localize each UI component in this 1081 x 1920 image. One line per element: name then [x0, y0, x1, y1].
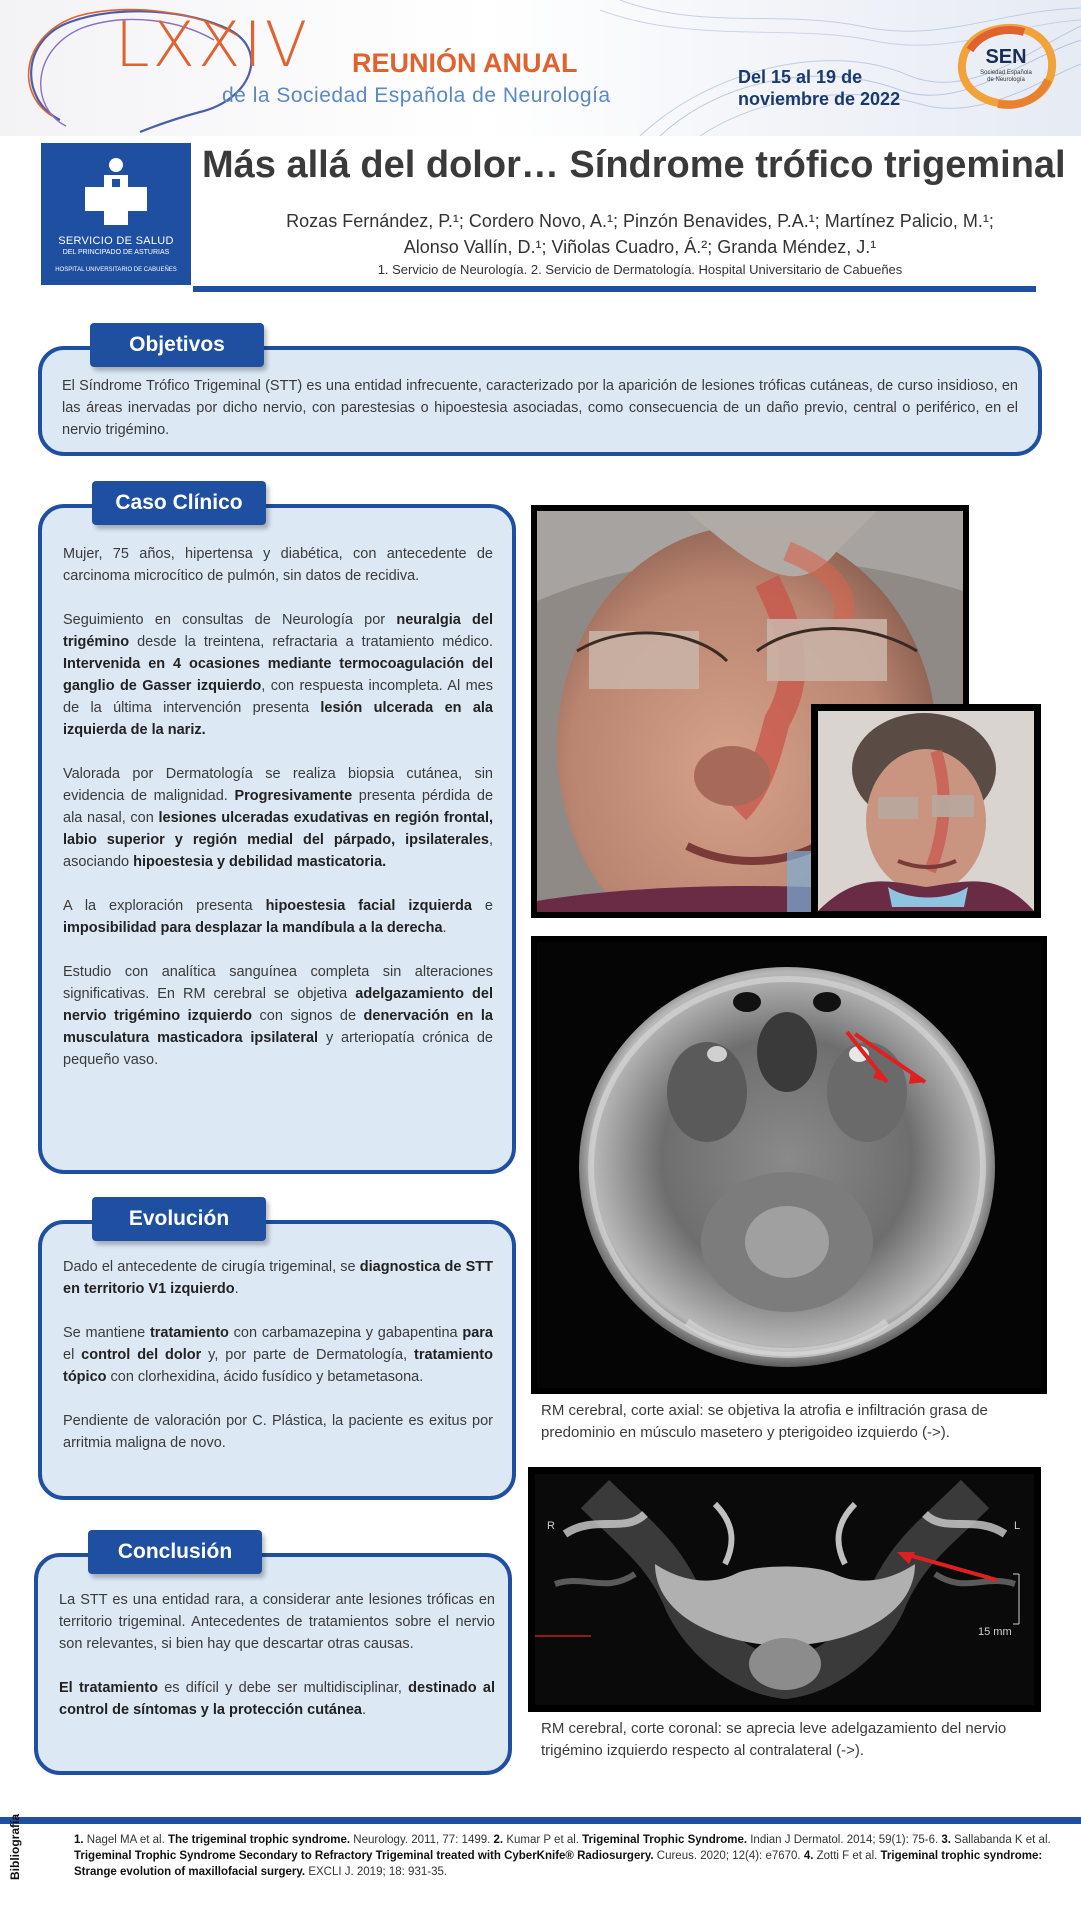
- caso-paragraph-2: Seguimiento en consultas de Neurología por neuralgia del trigémino desde la treintena, refractaria a tratamiento médico. Intervenida en 4 ocasiones mediante termocoagulación del ganglio de Gasser izquierdo, con respuesta incompleta. Al mes de la última intervención presenta lesión ulcerada en ala izquierda de la nariz.: [63, 612, 493, 738]
- authors-line-2: Alonso Vallín, D.¹; Viñolas Cuadro, Á.²; Granda Méndez, J.¹: [403, 237, 877, 257]
- patient-photo-full: [818, 711, 1034, 911]
- congress-header: [0, 0, 1081, 136]
- sen-logo-text: SEN: [985, 46, 1027, 68]
- objetivos-text: El Síndrome Trófico Trigeminal (STT) es una entidad infrecuente, caracterizado por la aparición de lesiones tróficas cutáneas, de curso insidioso, en las áreas inervadas por dicho nervio, con parestesias o hipoestesia asociadas, como consecuencia de un daño previo, central o periférico, en el nervio trigémino.: [62, 378, 1018, 438]
- sen-logo-subtitle: [950, 70, 1062, 84]
- dates-line-1: Del 15 al 19 de: [738, 67, 863, 87]
- evolucion-paragraph-2: Se mantiene tratamiento con carbamazepina y gabapentina para el control del dolor y, por parte de Dermatología, tratamiento tópico con clorhexidina, ácido fusídico y betametasona.: [63, 1325, 493, 1385]
- author-list: [220, 208, 1060, 260]
- evolucion-paragraph-3: Pendiente de valoración por C. Plástica, la paciente es exitus por arritmia maligna de novo.: [63, 1413, 493, 1451]
- affiliations: 1. Servicio de Neurología. 2. Servicio de Dermatología. Hospital Universitario de Cabueñes: [377, 262, 903, 277]
- bibliografia-label: Bibliografía: [8, 1813, 22, 1880]
- congress-meeting: REUNIÓN ANUAL: [352, 48, 578, 78]
- institution-line-3: HOSPITAL UNIVERSITARIO DE CABUEÑES: [55, 267, 177, 273]
- evolucion-paragraph-1: Dado el antecedente de cirugía trigeminal, se diagnostica de STT en territorio V1 izquierdo.: [63, 1259, 493, 1297]
- poster-title: Más allá del dolor… Síndrome trófico trigeminal: [202, 144, 1066, 186]
- footer-divider: [0, 1817, 1081, 1824]
- coronal-scale-label: 15 mm: [978, 1626, 1012, 1638]
- coronal-marker-r: R: [547, 1520, 555, 1532]
- dates-line-2: noviembre de 2022: [738, 89, 901, 109]
- mri-axial-image: [537, 942, 1041, 1388]
- caso-paragraph-3: Valorada por Dermatología se realiza biopsia cutánea, sin evidencia de malignidad. Progresivamente presenta pérdida de ala nasal, con lesiones ulceradas exudativas en región frontal, labio superior y región medial del párpado, ipsilaterales, asociando hipoestesia y debilidad masticatoria.: [63, 766, 494, 870]
- evolucion-heading: Evolución: [92, 1197, 266, 1241]
- bibliografia-list: 1. Nagel MA et al. The trigeminal trophic syndrome. Neurology. 2011, 77: 1499. 2. Kumar P et al. Trigeminal Trophic Syndrome. Indian J Dermatol. 2014; 59(1): 75-6. 3. Sallabanda K et al. Trigeminal Trophic Syndrome Secondary to Refractory Trigeminal treated with CyberKnife® Radiosurgery. Cureus. 2020; 12(4): e7670. 4. Zotti F et al. Trigeminal trophic syndrome: Strange evolution of maxillofacial surgery. EXCLI J. 2019; 18: 931-35.: [74, 1834, 1051, 1878]
- coronal-marker-l: L: [1014, 1520, 1021, 1532]
- conclusion-paragraph-2: El tratamiento es difícil y debe ser multidisciplinar, destinado al control de síntomas y la protección cutánea.: [59, 1680, 495, 1718]
- mri-coronal-caption: RM cerebral, corte coronal: se aprecia leve adelgazamiento del nervio trigémino izquierdo respecto al contralateral (->).: [541, 1720, 1007, 1759]
- congress-society: de la Sociedad Española de Neurología: [222, 84, 611, 107]
- caso-clinico-text: [63, 543, 493, 1071]
- institution-line-1: SERVICIO DE SALUD: [58, 235, 174, 247]
- objetivos-heading: Objetivos: [90, 323, 264, 367]
- congress-edition: LXXIV: [115, 8, 311, 81]
- conclusion-paragraph-1: La STT es una entidad rara, a considerar ante lesiones tróficas en territorio trigeminal. Antecedentes de tratamientos sobre el nervio son relevantes, si bien hay que descartar otras causas.: [59, 1592, 495, 1652]
- caso-paragraph-4: A la exploración presenta hipoestesia facial izquierda e imposibilidad para desplazar la mandíbula a la derecha.: [63, 898, 494, 936]
- patient-portrait-image: [818, 711, 1034, 911]
- mri-coronal-scan: [535, 1474, 1034, 1705]
- mri-axial-caption: RM cerebral, corte axial: se objetiva la atrofia e infiltración grasa de predominio en músculo masetero y pterigoideo izquierdo (->).: [541, 1402, 988, 1441]
- mri-coronal-image: [535, 1474, 1034, 1705]
- sen-logo-sub-2: de Neurología: [987, 77, 1025, 83]
- cross-icon: [85, 157, 147, 225]
- conclusion-text: [59, 1589, 495, 1721]
- caso-paragraph-5: Estudio con analítica sanguínea completa sin alteraciones significativas. En RM cerebral se objetiva adelgazamiento del nervio trigémino izquierdo con signos de denervación en la musculatura masticadora ipsilateral y arteriopatía crónica de pequeño vaso.: [63, 964, 493, 1068]
- caso-clinico-heading: Caso Clínico: [92, 481, 266, 525]
- evolucion-text: [63, 1256, 493, 1454]
- institution-line-2: DEL PRINCIPADO DE ASTURIAS: [62, 249, 170, 256]
- caso-paragraph-1: Mujer, 75 años, hipertensa y diabética, con antecedente de carcinoma microcítico de pulmón, sin datos de recidiva.: [63, 546, 493, 584]
- conclusion-heading: Conclusión: [88, 1530, 262, 1574]
- mri-axial-scan: [537, 942, 1041, 1388]
- sen-logo: [950, 20, 1062, 112]
- authors-line-1: Rozas Fernández, P.¹; Cordero Novo, A.¹; Pinzón Benavides, P.A.¹; Martínez Palicio, M.¹;: [286, 211, 994, 231]
- congress-dates: [738, 66, 938, 110]
- institution-logo: [41, 143, 191, 285]
- title-divider: [193, 286, 1036, 292]
- sen-logo-sub-1: Sociedad Española: [980, 70, 1032, 76]
